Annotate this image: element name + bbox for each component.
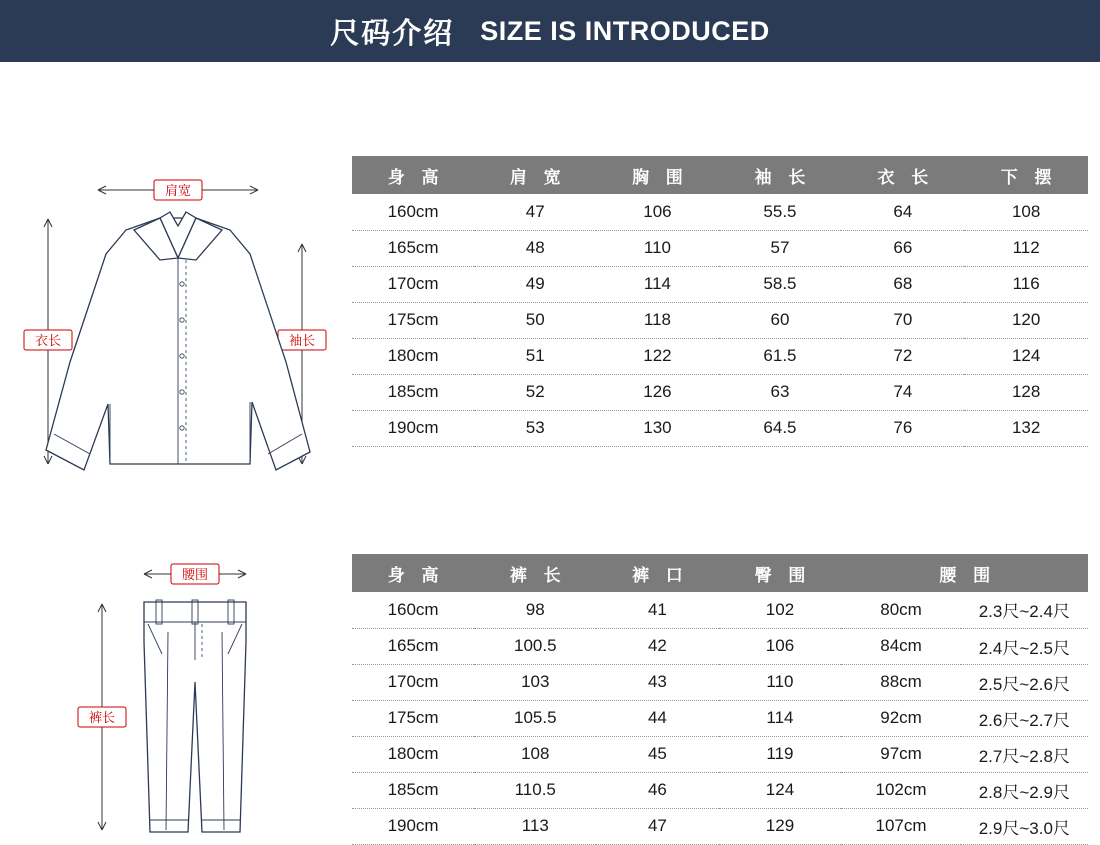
cell-chest: 114 — [596, 266, 718, 302]
cell-hem: 124 — [964, 338, 1088, 374]
cell-sleeve: 58.5 — [719, 266, 842, 302]
cell-chest: 110 — [596, 230, 718, 266]
cell-length: 70 — [841, 302, 964, 338]
cell-pant-opening: 41 — [596, 592, 718, 628]
cell-height: 175cm — [352, 700, 474, 736]
cell-sleeve: 57 — [719, 230, 842, 266]
table-row — [352, 194, 1088, 230]
col-header-sleeve: 袖 长 — [719, 156, 842, 194]
cell-hem: 112 — [964, 230, 1088, 266]
cell-chest: 118 — [596, 302, 718, 338]
jacket-size-table-wrap — [352, 156, 1088, 447]
table-row — [352, 700, 1088, 736]
cell-hem: 116 — [964, 266, 1088, 302]
cell-waist-chi: 2.9尺~3.0尺 — [961, 808, 1088, 844]
table-row — [352, 266, 1088, 302]
cell-height: 160cm — [352, 592, 474, 628]
cell-height: 170cm — [352, 266, 474, 302]
cell-waist-cm: 92cm — [841, 700, 960, 736]
cell-pant-opening: 43 — [596, 664, 718, 700]
cell-height: 170cm — [352, 664, 474, 700]
cell-height: 190cm — [352, 808, 474, 844]
col-header-shoulder: 肩 宽 — [474, 156, 596, 194]
cell-pant-length: 98 — [474, 592, 596, 628]
cell-pant-opening: 45 — [596, 736, 718, 772]
cell-pant-opening: 46 — [596, 772, 718, 808]
cell-length: 66 — [841, 230, 964, 266]
page-title-cn: 尺码介绍 — [330, 17, 455, 50]
cell-shoulder: 49 — [474, 266, 596, 302]
cell-hip: 114 — [719, 700, 842, 736]
table-row — [352, 374, 1088, 410]
col-header-length: 衣 长 — [841, 156, 964, 194]
cell-waist-cm: 88cm — [841, 664, 960, 700]
cell-height: 180cm — [352, 736, 474, 772]
cell-hem: 132 — [964, 410, 1088, 446]
cell-pant-opening: 44 — [596, 700, 718, 736]
cell-chest: 106 — [596, 194, 718, 230]
label-waist: 腰围 — [181, 567, 209, 582]
col-header-chest: 胸 围 — [596, 156, 718, 194]
cell-height: 160cm — [352, 194, 474, 230]
cell-chest: 122 — [596, 338, 718, 374]
pants-size-table-wrap — [352, 554, 1088, 845]
pants-size-table — [352, 554, 1088, 845]
cell-shoulder: 47 — [474, 194, 596, 230]
cell-sleeve: 63 — [719, 374, 842, 410]
cell-sleeve: 60 — [719, 302, 842, 338]
label-pant-length: 裤长 — [88, 710, 116, 725]
cell-height: 190cm — [352, 410, 474, 446]
cell-length: 68 — [841, 266, 964, 302]
jacket-size-table — [352, 156, 1088, 447]
cell-length: 72 — [841, 338, 964, 374]
cell-height: 165cm — [352, 628, 474, 664]
cell-shoulder: 48 — [474, 230, 596, 266]
col-header-waist: 腰 围 — [841, 554, 1088, 592]
col-header-height: 身 高 — [352, 156, 474, 194]
table-header-row — [352, 554, 1088, 592]
cell-height: 185cm — [352, 374, 474, 410]
pants-diagram — [40, 532, 340, 832]
cell-shoulder: 52 — [474, 374, 596, 410]
table-row — [352, 628, 1088, 664]
col-header-pant-length: 裤 长 — [474, 554, 596, 592]
cell-hip: 110 — [719, 664, 842, 700]
cell-sleeve: 61.5 — [719, 338, 842, 374]
cell-shoulder: 51 — [474, 338, 596, 374]
cell-waist-cm: 107cm — [841, 808, 960, 844]
cell-length: 74 — [841, 374, 964, 410]
cell-pant-length: 103 — [474, 664, 596, 700]
col-header-pant-opening: 裤 口 — [596, 554, 718, 592]
cell-chest: 130 — [596, 410, 718, 446]
cell-sleeve: 64.5 — [719, 410, 842, 446]
cell-waist-cm: 102cm — [841, 772, 960, 808]
cell-pant-opening: 42 — [596, 628, 718, 664]
cell-waist-cm: 80cm — [841, 592, 960, 628]
table-row — [352, 772, 1088, 808]
cell-sleeve: 55.5 — [719, 194, 842, 230]
cell-hem: 128 — [964, 374, 1088, 410]
cell-height: 175cm — [352, 302, 474, 338]
cell-waist-chi: 2.4尺~2.5尺 — [961, 628, 1088, 664]
cell-pant-length: 113 — [474, 808, 596, 844]
cell-shoulder: 53 — [474, 410, 596, 446]
cell-pant-opening: 47 — [596, 808, 718, 844]
cell-height: 165cm — [352, 230, 474, 266]
cell-height: 185cm — [352, 772, 474, 808]
cell-waist-chi: 2.6尺~2.7尺 — [961, 700, 1088, 736]
page-header — [0, 0, 1100, 62]
label-length: 衣长 — [34, 333, 62, 348]
cell-hip: 102 — [719, 592, 842, 628]
cell-pant-length: 110.5 — [474, 772, 596, 808]
cell-pant-length: 100.5 — [474, 628, 596, 664]
cell-hip: 129 — [719, 808, 842, 844]
cell-height: 180cm — [352, 338, 474, 374]
cell-chest: 126 — [596, 374, 718, 410]
page-content — [0, 62, 1100, 837]
cell-waist-chi: 2.7尺~2.8尺 — [961, 736, 1088, 772]
table-row — [352, 410, 1088, 446]
col-header-hem: 下 摆 — [964, 156, 1088, 194]
table-row — [352, 592, 1088, 628]
cell-waist-cm: 97cm — [841, 736, 960, 772]
label-sleeve: 袖长 — [288, 333, 316, 348]
table-row — [352, 808, 1088, 844]
label-shoulder: 肩宽 — [164, 183, 192, 198]
cell-hem: 108 — [964, 194, 1088, 230]
col-header-height: 身 高 — [352, 554, 474, 592]
table-row — [352, 302, 1088, 338]
table-row — [352, 664, 1088, 700]
cell-shoulder: 50 — [474, 302, 596, 338]
cell-pant-length: 108 — [474, 736, 596, 772]
page-title-en: SIZE IS INTRODUCED — [480, 15, 770, 46]
col-header-hip: 臀 围 — [719, 554, 842, 592]
jacket-diagram — [10, 134, 340, 474]
table-header-row — [352, 156, 1088, 194]
table-row — [352, 230, 1088, 266]
cell-waist-chi: 2.5尺~2.6尺 — [961, 664, 1088, 700]
cell-waist-chi: 2.3尺~2.4尺 — [961, 592, 1088, 628]
cell-pant-length: 105.5 — [474, 700, 596, 736]
cell-hem: 120 — [964, 302, 1088, 338]
table-row — [352, 736, 1088, 772]
cell-waist-chi: 2.8尺~2.9尺 — [961, 772, 1088, 808]
cell-hip: 124 — [719, 772, 842, 808]
table-row — [352, 338, 1088, 374]
cell-waist-cm: 84cm — [841, 628, 960, 664]
cell-length: 64 — [841, 194, 964, 230]
cell-hip: 119 — [719, 736, 842, 772]
cell-hip: 106 — [719, 628, 842, 664]
cell-length: 76 — [841, 410, 964, 446]
